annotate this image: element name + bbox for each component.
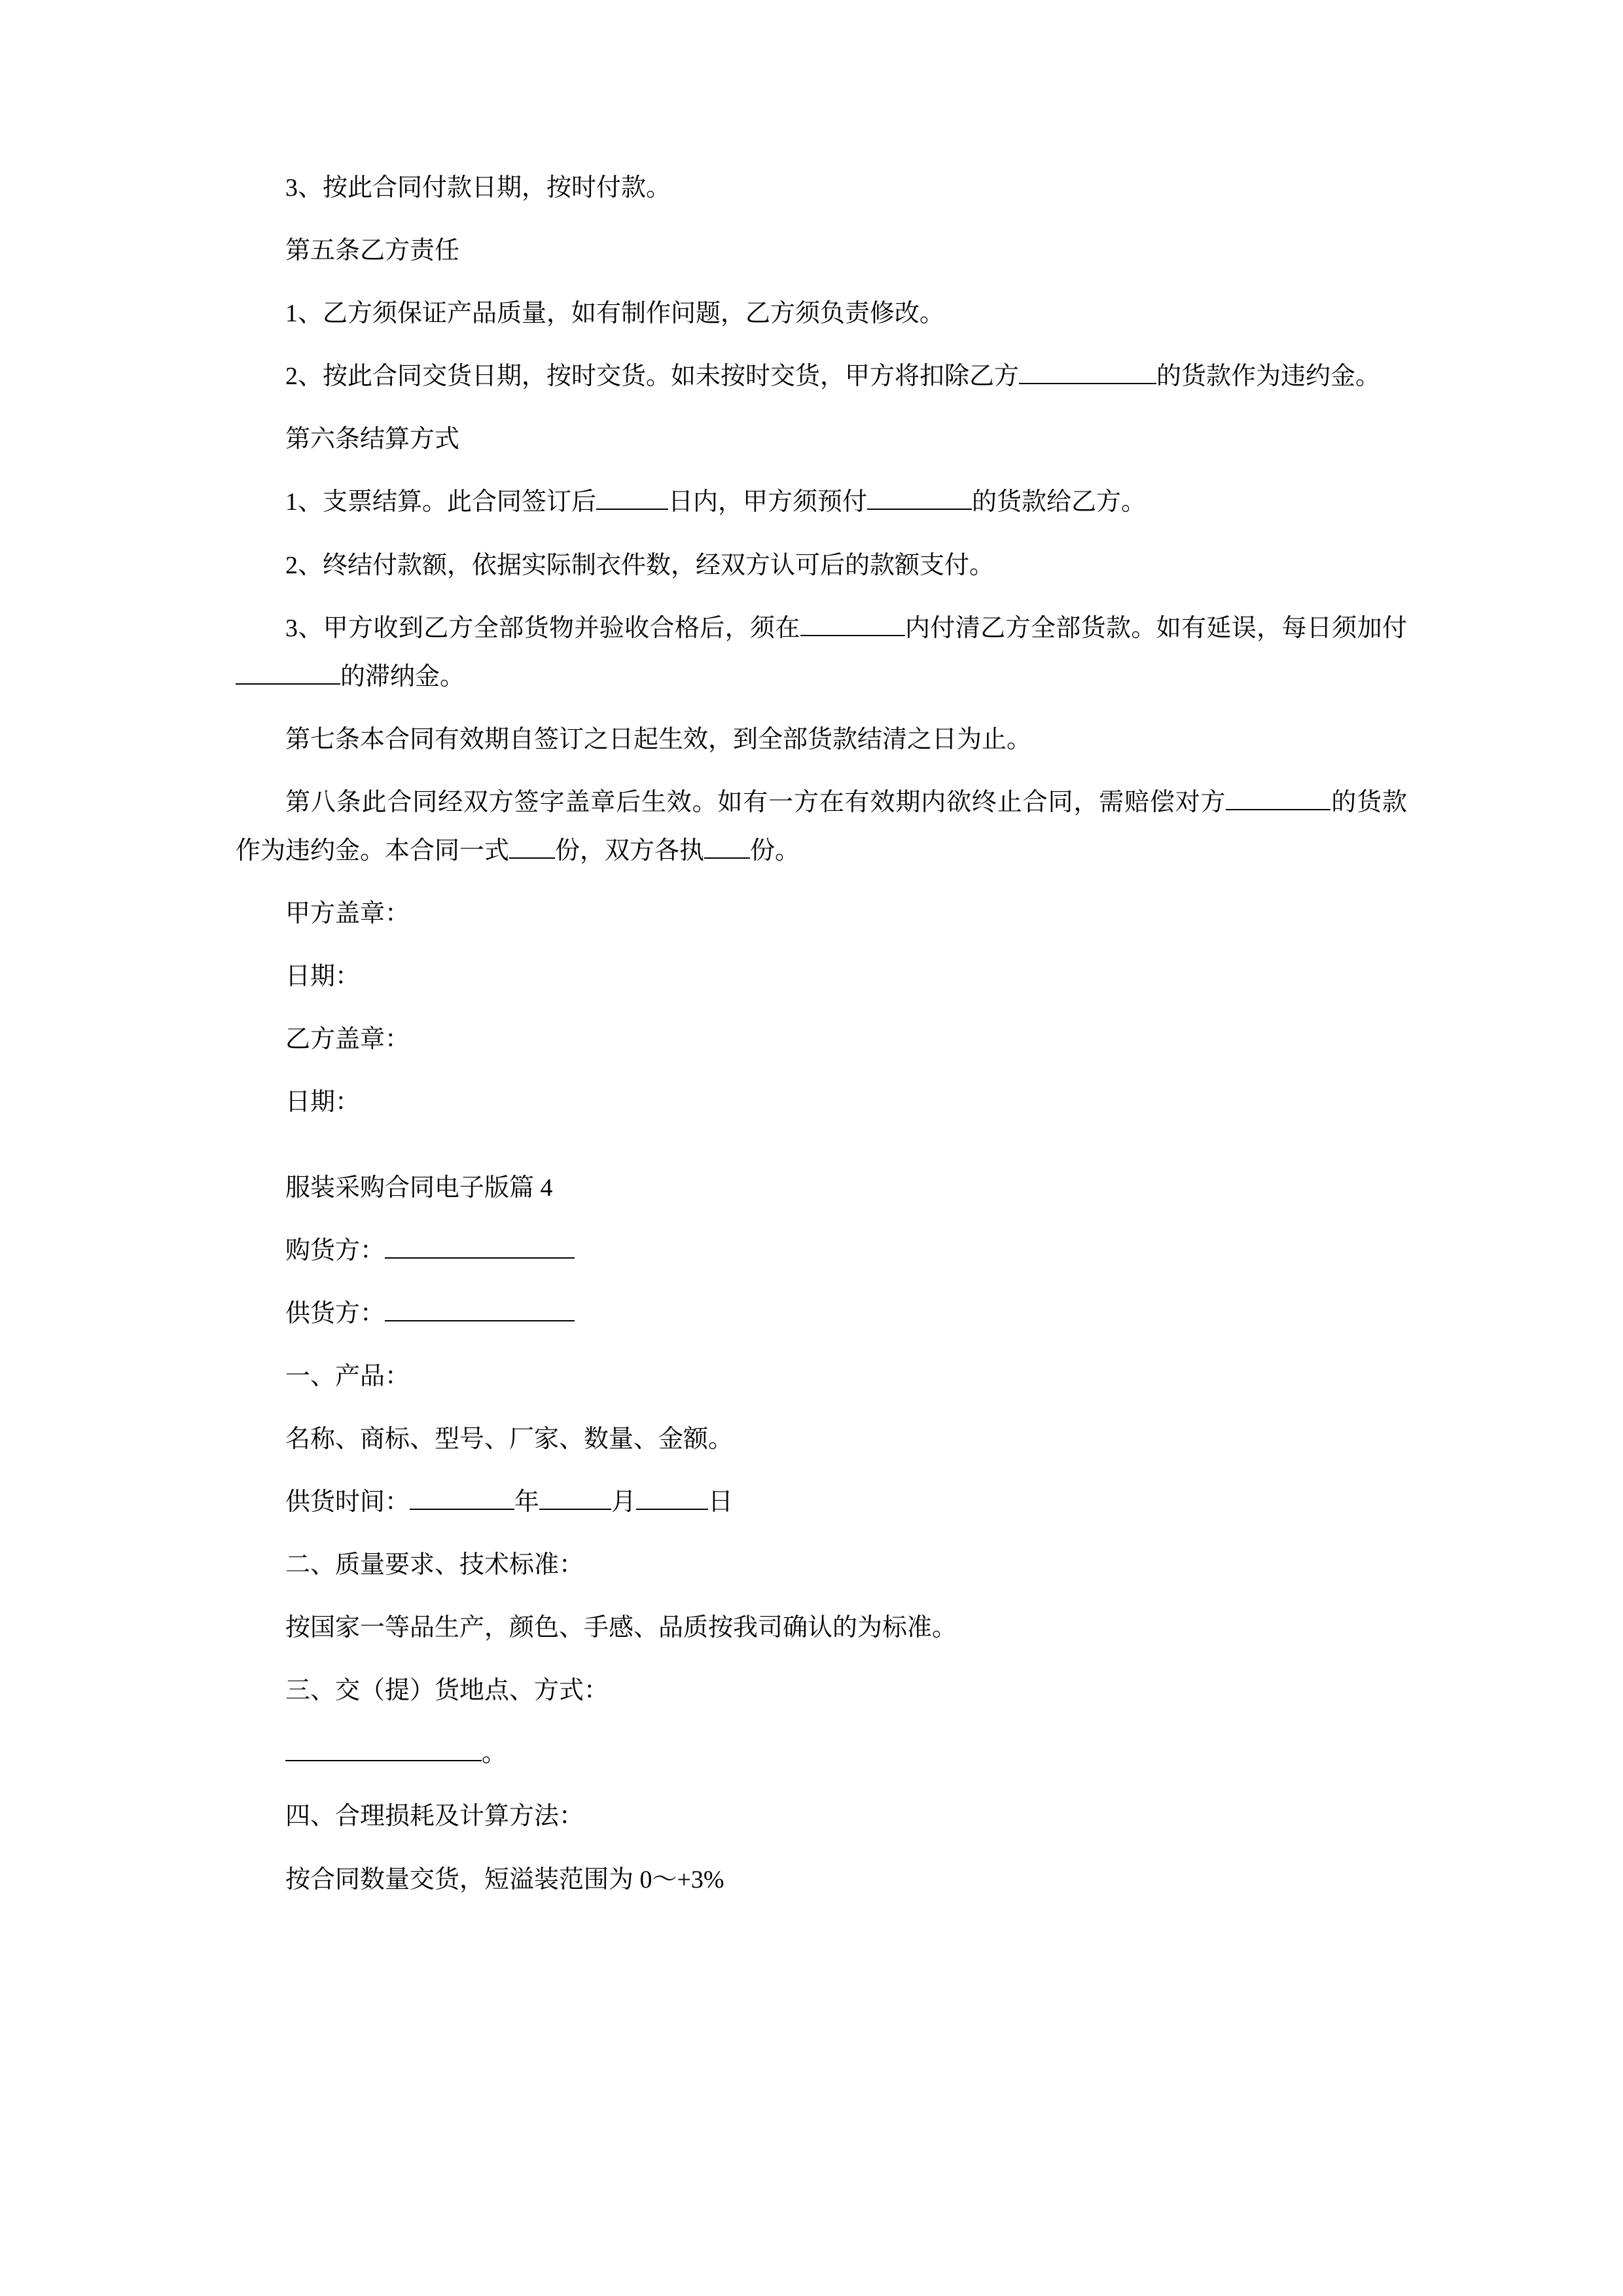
text-run: 的滞纳金。	[340, 662, 465, 691]
blank-field-copies-total[interactable]	[509, 830, 555, 859]
text-run: 乙方盖章：	[285, 1026, 410, 1054]
text-run: 服装采购合同电子版篇 4	[285, 1174, 553, 1202]
text-run: 供货时间：	[285, 1488, 410, 1516]
text-run: 款。如有延误，每日须加付	[1105, 614, 1407, 642]
text-run: 3、按此合同付款日期，按时付款。	[285, 174, 671, 202]
paragraph-delivery-penalty	[236, 352, 1407, 401]
field-delivery-place	[236, 1729, 1407, 1778]
paragraph-quality-guarantee	[236, 289, 1407, 338]
blank-field-delivery-place[interactable]	[285, 1733, 482, 1762]
blank-field-month[interactable]	[539, 1481, 611, 1510]
blank-field-day[interactable]	[636, 1481, 708, 1510]
text-run: 按国家一等品生产，颜色、手感、品质按我司确认的为标准。	[285, 1614, 957, 1642]
paragraph-article-seven	[236, 715, 1407, 764]
paragraph-loss-range	[236, 1856, 1407, 1904]
text-run: 第六条结算方式	[285, 425, 460, 454]
text-run: 2、终结付款额，依据实际制衣件数，经双方认可后的款额支付。	[285, 551, 995, 579]
heading-section-two-quality	[236, 1541, 1407, 1589]
blank-field-penalty-amount[interactable]	[1019, 355, 1156, 384]
text-run: 的货款作为违约金。	[1156, 363, 1381, 391]
blank-field-prepayment[interactable]	[867, 482, 972, 511]
blank-field-copies-each[interactable]	[704, 830, 750, 859]
text-run: 日期：	[285, 963, 361, 991]
heading-section-one-product	[236, 1352, 1407, 1401]
blank-field-buyer-name[interactable]	[385, 1230, 575, 1259]
paragraph-article-eight	[236, 778, 1407, 875]
document-body	[236, 164, 1407, 1904]
text-run: 2、按此合同交货日期，按时交货。如未按时交货，甲方将扣除乙方	[285, 363, 1020, 391]
paragraph-inspection-payment	[236, 604, 1407, 701]
text-run: 按合同数量交货，短溢装范围为 0～+3%	[285, 1865, 724, 1893]
paragraph-party-b-seal	[236, 1015, 1407, 1064]
paragraph-payment-date	[236, 164, 1407, 212]
paragraph-quality-standard	[236, 1604, 1407, 1652]
paragraph-check-settlement	[236, 478, 1407, 526]
text-run: 第五条乙方责任	[285, 237, 460, 265]
text-run: 1、支票结算。此合同签订后	[285, 488, 597, 516]
text-run: 的货款给乙方。	[972, 488, 1147, 516]
text-run: 1、乙方须保证产品质量，如有制作问题，乙方须负责修改。	[285, 300, 945, 328]
text-run: 供货方：	[285, 1299, 385, 1327]
paragraph-product-attributes	[236, 1415, 1407, 1463]
field-supplier	[236, 1289, 1407, 1338]
blank-field-payment-period[interactable]	[800, 607, 905, 636]
text-run: 月	[611, 1488, 637, 1516]
paragraph-final-payment	[236, 541, 1407, 590]
heading-article-five	[236, 226, 1407, 275]
heading-article-six	[236, 415, 1407, 463]
text-run: 日	[708, 1488, 734, 1516]
text-run: 日期：	[285, 1088, 361, 1117]
text-run: 内付清乙方全部货	[904, 614, 1106, 642]
field-delivery-time	[236, 1478, 1407, 1526]
text-run: 年	[514, 1488, 540, 1516]
text-run: 三、交（提）货地点、方式：	[285, 1677, 609, 1705]
blank-field-year[interactable]	[410, 1481, 514, 1510]
text-run: 3、甲方收到乙方全部货物并验收合格后，须在	[285, 614, 800, 642]
text-run: 日内，甲方须预付	[668, 488, 868, 516]
text-run: 第七条本合同有效期自签订之日起生效，到全部货款结清之日为止。	[285, 725, 1032, 753]
paragraph-party-a-seal	[236, 889, 1407, 938]
text-run: 。	[482, 1740, 507, 1768]
paragraph-party-a-date	[236, 952, 1407, 1001]
field-buyer	[236, 1227, 1407, 1275]
text-run: 一、产品：	[285, 1362, 410, 1390]
text-run: 购货方：	[285, 1236, 385, 1265]
heading-contract-part-4	[236, 1164, 1407, 1212]
text-run: 份。	[750, 837, 800, 865]
heading-section-three-delivery-place	[236, 1666, 1407, 1715]
heading-section-four-loss	[236, 1792, 1407, 1840]
text-run: 名称、商标、型号、厂家、数量、金额。	[285, 1425, 734, 1453]
blank-field-late-fee[interactable]	[236, 656, 340, 685]
blank-field-supplier-name[interactable]	[385, 1293, 575, 1321]
blank-field-days[interactable]	[596, 482, 668, 511]
section-spacer	[236, 1141, 1407, 1164]
text-run: 的货款作为违约金。本合同一式	[236, 788, 1407, 865]
paragraph-party-b-date	[236, 1078, 1407, 1126]
text-run: 甲方盖章：	[285, 900, 410, 928]
text-run: 第八条此合同经双方签字盖章后生效。如有一方在有效期内欲终止合同，需	[285, 788, 1125, 816]
text-run: 四、合理损耗及计算方法：	[285, 1803, 584, 1831]
text-run: 二、质量要求、技术标准：	[285, 1551, 584, 1579]
text-run: 份，双方各执	[555, 837, 705, 865]
text-run: 赔偿对方	[1124, 788, 1226, 816]
blank-field-compensation[interactable]	[1226, 781, 1330, 810]
